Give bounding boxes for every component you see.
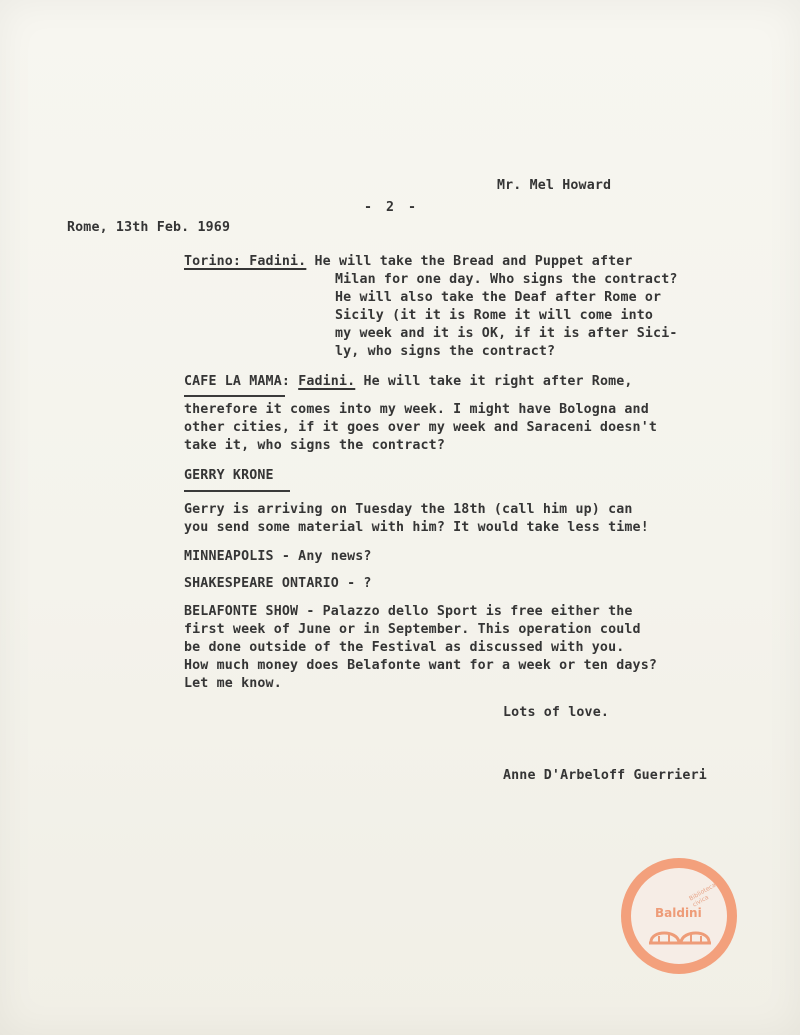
library-stamp-logo [621,858,737,974]
torino-line: Milan for one day. Who signs the contract? [335,272,678,287]
torino-first-line-text: He will take the Bread and Puppet after [314,254,633,269]
closing-line: Lots of love. [503,705,610,720]
torino-line: my week and it is OK, if it is after Sici- [335,326,678,341]
gerry-heading: GERRY KRONE [184,468,274,483]
cafe-line: therefore it comes into my week. I might have Bologna and [184,402,649,417]
open-book-icon [647,922,713,948]
gerry-line: Gerry is arriving on Tuesday the 18th (call him up) can [184,502,633,517]
minneapolis-line: MINNEAPOLIS - Any news? [184,549,372,564]
cafe-name: Fadini. [298,374,356,389]
recipient-line: Mr. Mel Howard [497,178,612,193]
cafe-line: take it, who signs the contract? [184,438,445,453]
cafe-line: other cities, if it goes over my week and Saraceni doesn't [184,420,658,435]
stamp-small-text: Biblioteca civica [688,881,718,909]
belafonte-line: be done outside of the Festival as discussed with you. [184,640,625,655]
gerry-line: you send some material with him? It would take less time! [184,520,649,535]
torino-line: He will also take the Deaf after Rome or [335,290,662,305]
torino-line: Sicily (it it is Rome it will come into [335,308,654,323]
belafonte-line: How much money does Belafonte want for a week or ten days? [184,658,658,673]
belafonte-line: BELAFONTE SHOW - Palazzo dello Sport is free either the [184,604,633,619]
torino-first-line [184,253,633,271]
shakespeare-line: SHAKESPEARE ONTARIO - ? [184,576,372,591]
place-date: Rome, 13th Feb. 1969 [67,220,231,235]
cafe-first-line [184,373,633,391]
belafonte-line: first week of June or in September. This operation could [184,622,641,637]
signature-line: Anne D'Arbeloff Guerrieri [503,768,707,783]
page-number: - 2 - [364,200,420,215]
cafe-first-line-text: He will take it right after Rome, [363,374,633,389]
torino-label: Torino: Fadini. [184,254,307,269]
cafe-label: CAFE LA MAMA: [184,374,291,389]
torino-line: ly, who signs the contract? [335,344,556,359]
gerry-underline-rule [184,490,290,492]
belafonte-line: Let me know. [184,676,282,691]
stamp-brand: Baldini [655,906,702,920]
cafe-underline-rule [184,395,285,397]
